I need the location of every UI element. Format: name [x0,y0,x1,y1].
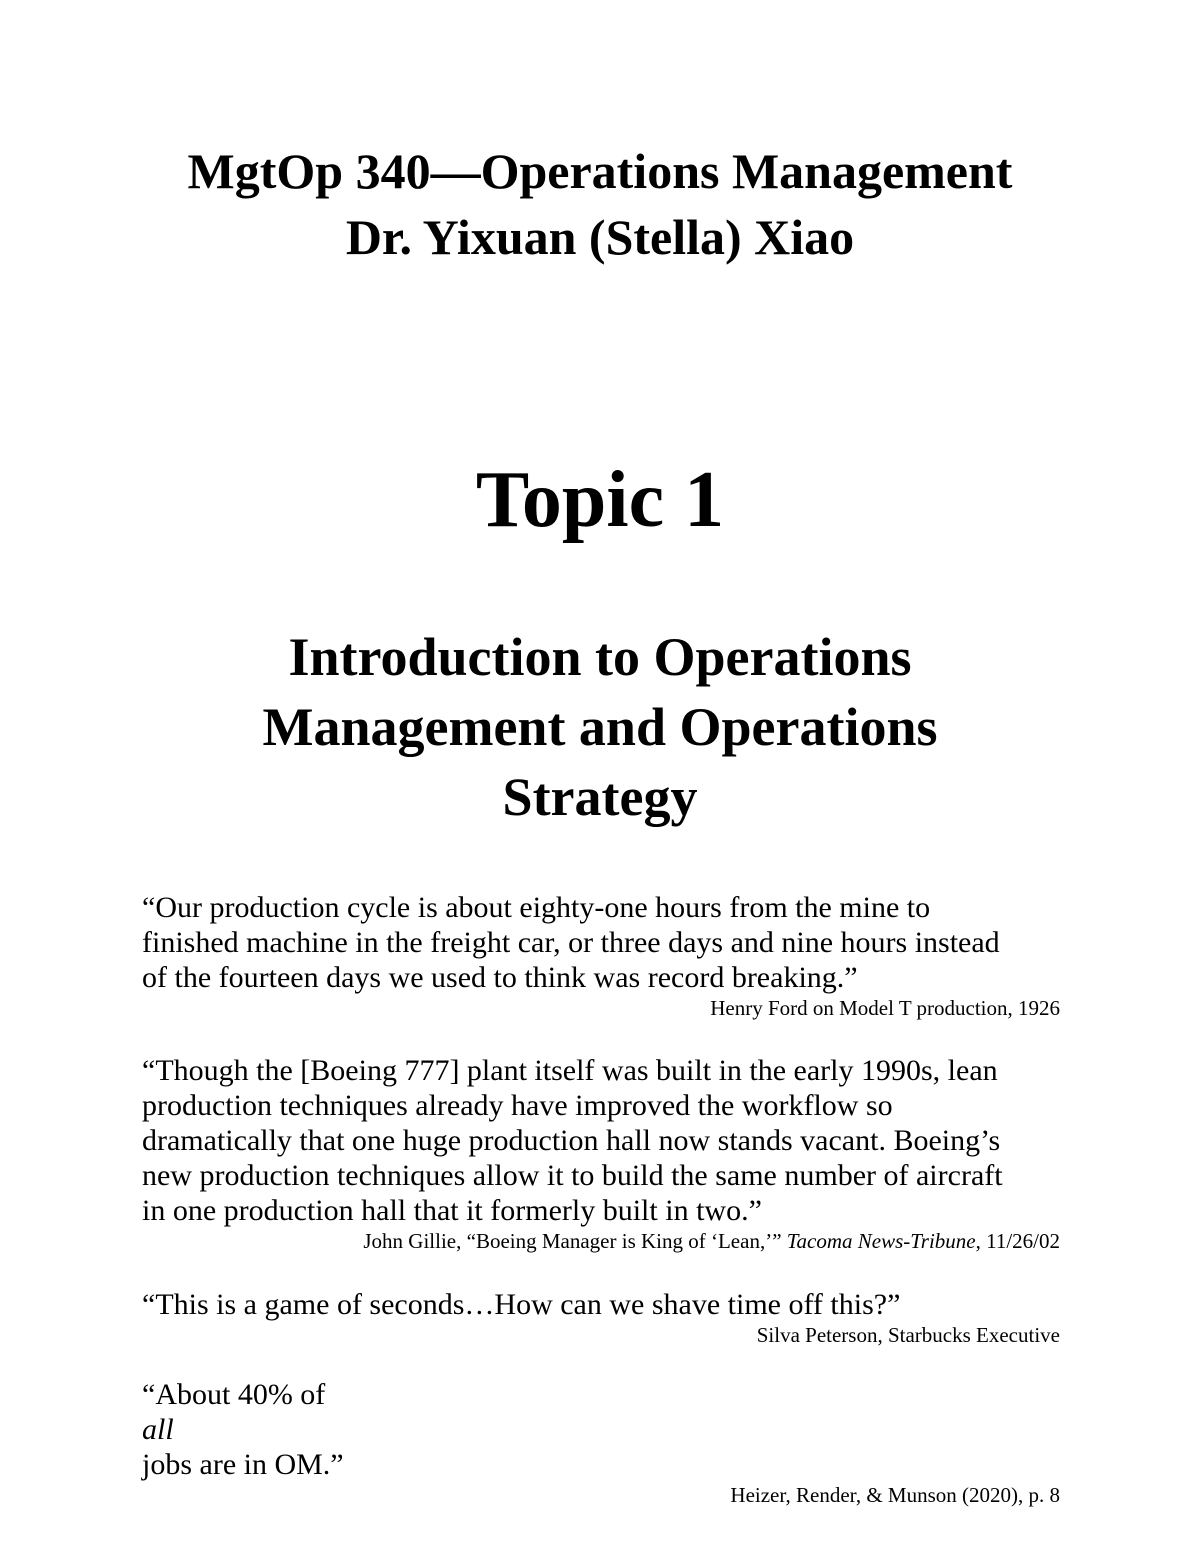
quote-attribution: Silva Peterson, Starbucks Executive [756,1323,1060,1347]
quote-line: “Our production cycle is about eighty-one hours from the mine to [142,891,931,924]
quote-line: new production techniques allow it to build the same number of aircraft [142,1159,1003,1192]
attribution-author: John Gillie, “Boeing Manager is King of ‘Lean,’” [363,1229,787,1253]
quote-text [142,890,1060,995]
subtitle-line: Strategy [502,767,698,827]
subtitle-line: Management and Operations [262,697,938,757]
quote-starbucks [142,1287,1060,1348]
quote-line: in one production hall that it formerly built in two.” [142,1194,762,1227]
quote-line: of the fourteen days we used to think was record breaking.” [142,961,858,994]
quote-line: dramatically that one huge production hall now stands vacant. Boeing’s [142,1124,1001,1157]
quote-line: finished machine in the freight car, or three days and nine hours instead [142,926,1000,959]
quote-text [142,1287,1060,1322]
attribution-source: Tacoma News-Tribune [786,1229,976,1253]
topic-label: Topic 1 [475,456,725,544]
quote-henry-ford [142,890,1060,1021]
quote-text [142,1377,1060,1482]
instructor-name: Dr. Yixuan (Stella) Xiao [345,209,855,265]
quote-om-jobs [142,1377,1060,1508]
subtitle-line: Introduction to Operations [288,627,912,687]
quote-line: “Though the [Boeing 777] plant itself was built in the early 1990s, lean [142,1054,998,1087]
quote-boeing [142,1053,1060,1254]
quote-line: production techniques already have improved the workflow so [142,1089,893,1122]
quote-attribution [142,1228,1060,1254]
quote-text-after: jobs are in OM.” [142,1448,344,1481]
attribution-date: , 11/26/02 [975,1229,1060,1253]
quote-attribution: Heizer, Render, & Munson (2020), p. 8 [730,1483,1060,1507]
quote-line [142,1377,1060,1482]
quote-text [142,1053,1060,1228]
quote-emphasis: all [142,1413,174,1446]
quote-line: “This is a game of seconds…How can we shave time off this?” [142,1288,901,1321]
course-title: MgtOp 340—Operations Management [187,143,1013,199]
quote-text-before: “About 40% of [142,1378,326,1411]
topic-subtitle [0,622,1200,832]
quote-attribution: Henry Ford on Model T production, 1926 [710,996,1060,1020]
